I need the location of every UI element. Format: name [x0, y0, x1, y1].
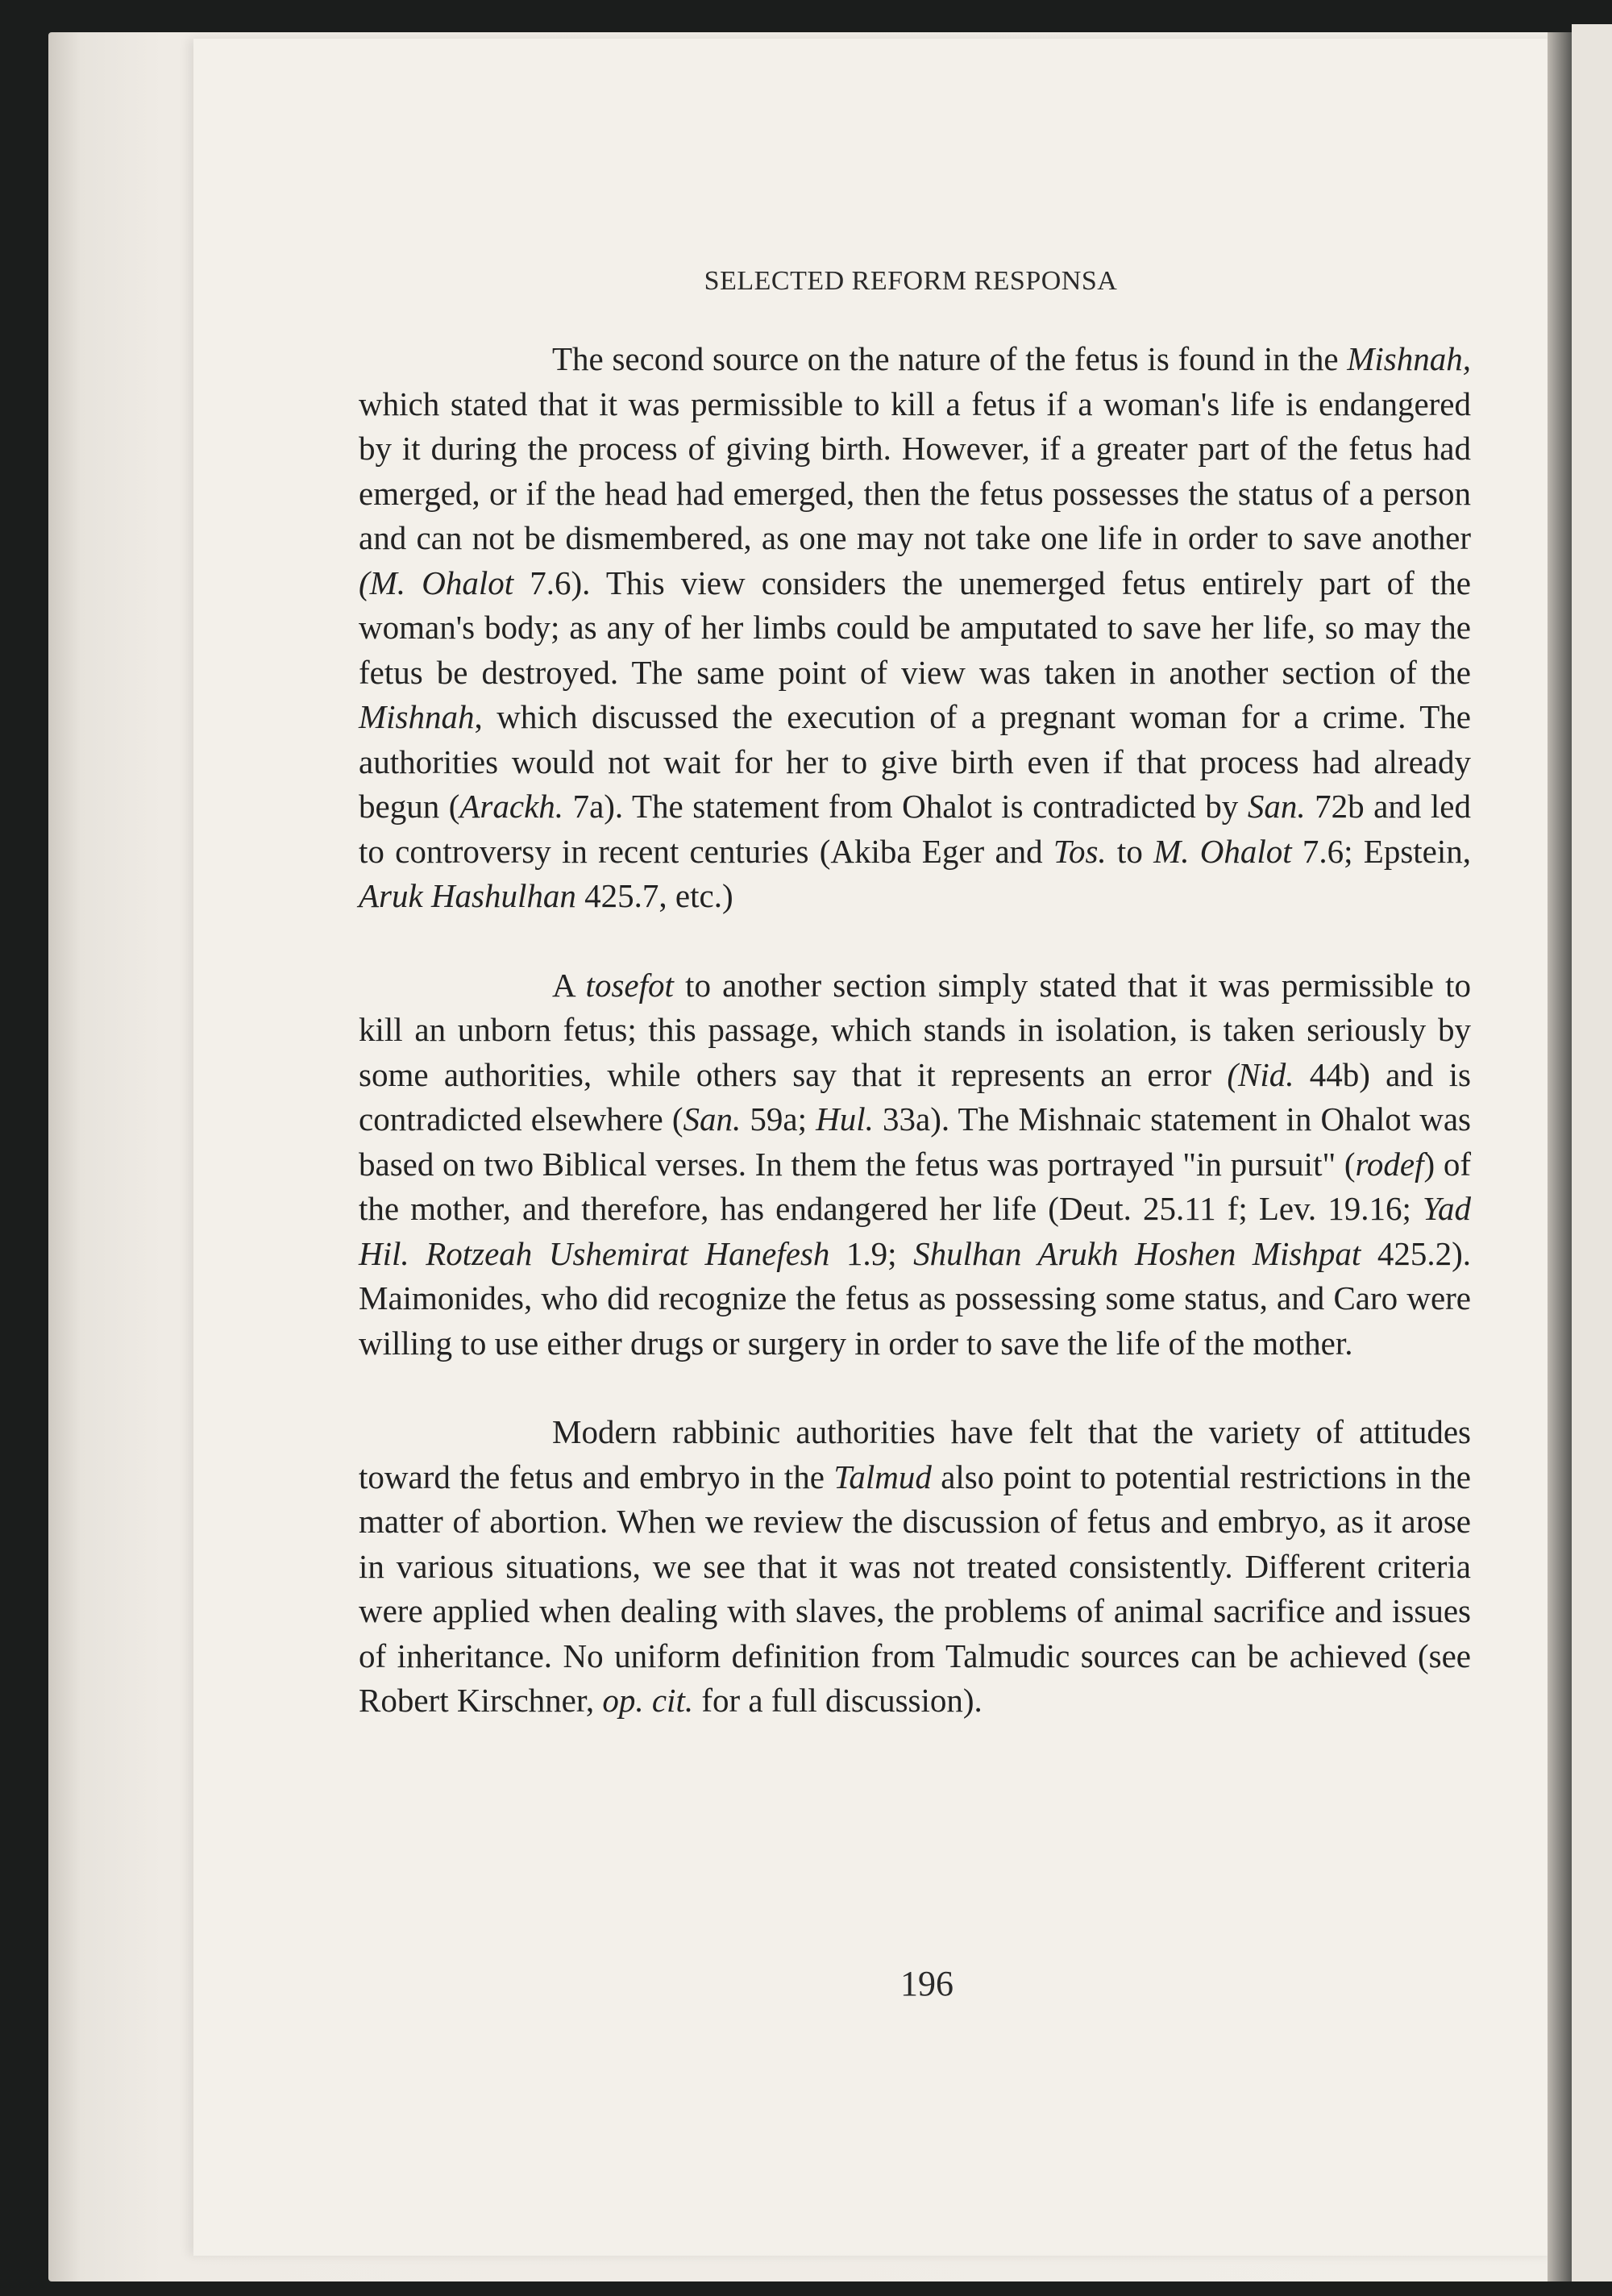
italic-citation: Mishnah — [359, 698, 475, 735]
italic-citation: San. — [1247, 788, 1306, 825]
paragraph — [359, 337, 1471, 919]
italic-citation: Tos. — [1053, 832, 1107, 870]
paragraph — [359, 1410, 1471, 1724]
text-run: 7.6; Epstein, — [1291, 832, 1471, 870]
book-gutter — [1548, 32, 1572, 2281]
paragraph — [359, 963, 1471, 1366]
text-run: 425.2). Maimonides, who did recognize the fetus as possessing some status, and Caro were willing to use either drugs or surgery in order to save the life of the mother. — [359, 1234, 1471, 1362]
text-run: to — [1106, 832, 1154, 870]
text-run: The second source on the nature of the fetus is found in the — [552, 340, 1348, 377]
italic-citation: Arackh. — [459, 788, 564, 825]
text-run: 1.9; — [829, 1234, 914, 1272]
text-run: for a full discussion). — [693, 1682, 983, 1719]
running-head: SELECTED REFORM RESPONSA — [704, 266, 1118, 296]
italic-citation: San. — [683, 1100, 742, 1138]
page-number: 196 — [900, 1964, 953, 2003]
text-run: 44b) and is contradicted elsewhere ( — [359, 1055, 1471, 1138]
italic-citation: M. Ohalot — [1153, 832, 1292, 870]
italic-citation: (M. Ohalot — [359, 564, 514, 601]
italic-citation: Aruk Hashulhan — [359, 877, 576, 914]
text-run: , which discussed the execution of a pregnant woman for a crime. The authorities would not wait for her to give birth even if that process had already begun ( — [359, 698, 1471, 825]
text-run: 7a). The statement from Ohalot is contradicted by — [563, 788, 1248, 825]
text-run: Modern rabbinic authorities have felt that the variety of attitudes toward the fetus and embryo in the — [359, 1413, 1471, 1495]
italic-citation: rodef — [1355, 1145, 1424, 1183]
text-run: 72b and led to controversy in recent centuries (Akiba Eger and — [359, 788, 1471, 870]
italic-citation: Talmud — [833, 1458, 932, 1495]
text-run: 425.7, etc.) — [575, 877, 733, 914]
facing-page-edge — [1572, 24, 1612, 2281]
italic-citation: tosefot — [585, 966, 674, 1004]
italic-citation: Yad Hil. Rotzeah Ushemirat Hanefesh — [359, 1190, 1471, 1272]
text-run: also point to potential restrictions in the matter of abortion. When we review the discussion of fetus and embryo, as it arose in various situations, we see that it was not treated consistently. Different criteria were applied when dealing with slaves, the problems of animal sacrifice and issues of inheritance. No uniform definition from Talmudic sources can be achieved (see Robert Kirschner, — [359, 1458, 1471, 1719]
text-run: 59a; — [741, 1100, 816, 1138]
italic-citation: Shulhan Arukh Hoshen Mishpat — [913, 1234, 1361, 1272]
text-run: which stated that it was permissible to kill a fetus if a woman's life is endangered by it during the process of giving birth. However, if a greater part of the fetus had emerged, or if the head had emerged, then the fetus possesses the status of a person and can not be dismembered, as one may not take one life in order to save another — [359, 385, 1471, 556]
body-text — [359, 337, 1471, 1724]
italic-citation: Hul. — [816, 1100, 874, 1138]
italic-citation: (Nid. — [1227, 1055, 1294, 1093]
text-run: 33a). The Mishnaic statement in Ohalot was based on two Biblical verses. In them the fetus was portrayed "in pursuit" ( — [359, 1100, 1472, 1183]
text-run: A — [552, 966, 586, 1004]
italic-citation: op. cit. — [602, 1682, 694, 1719]
text-run: ) of the mother, and therefore, has endangered her life (Deut. 25.11 f; Lev. 19.16; — [359, 1145, 1471, 1227]
text-run: to another section simply stated that it was permissible to kill an unborn fetus; this passage, which stands in isolation, is taken seriously by some authorities, while others say that it represents an error — [359, 966, 1471, 1093]
italic-citation: Mishnah, — [1347, 340, 1471, 377]
text-run: 7.6). This view considers the unemerged fetus entirely part of the woman's body; as any of her limbs could be amputated to save her life, so may the fetus be destroyed. The same point of view was taken in another section of the — [359, 564, 1471, 691]
